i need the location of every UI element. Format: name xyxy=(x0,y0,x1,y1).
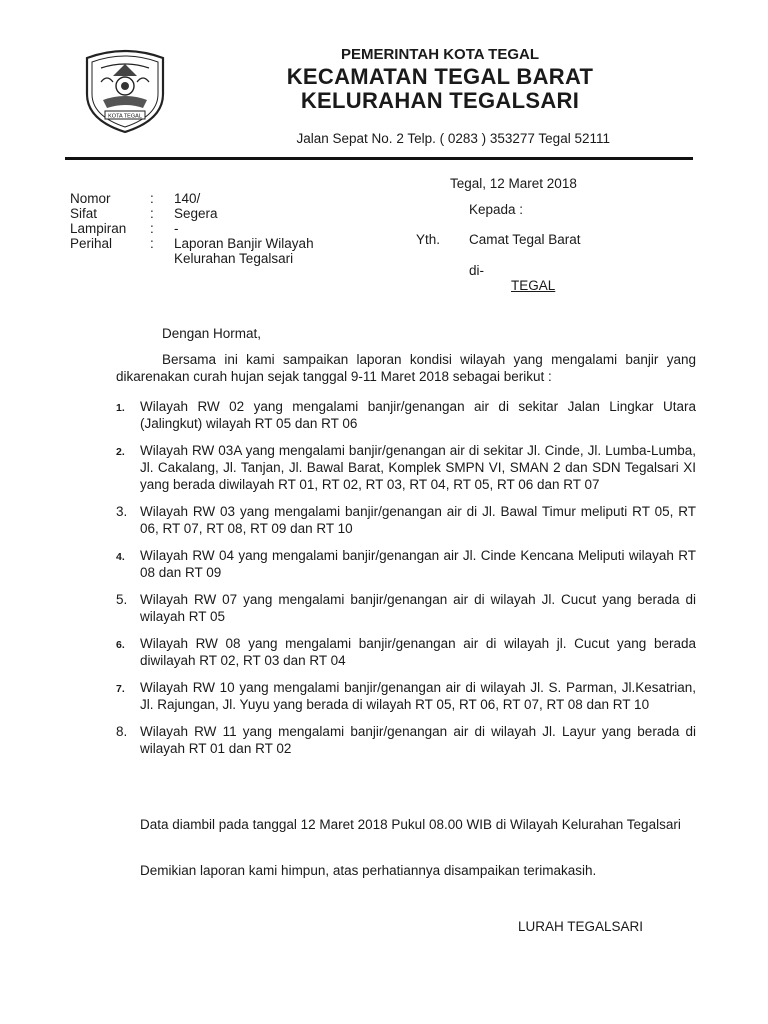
item-text: Wilayah RW 02 yang mengalami banjir/genangan air di sekitar Jalan Lingkar Utara (Jalingkut) wilayah RT 05 dan RT 06 xyxy=(140,399,696,431)
meta-row-sifat xyxy=(70,206,354,221)
signature-title: LURAH TEGALSARI xyxy=(518,919,644,934)
meta-label: Lampiran xyxy=(70,221,127,236)
list-item xyxy=(116,398,696,432)
closing-paragraph: Demikian laporan kami himpun, atas perhatiannya disampaikan terimakasih. xyxy=(140,863,597,878)
salutation: Dengan Hormat, xyxy=(162,326,262,341)
recipient-name: Camat Tegal Barat xyxy=(469,232,581,247)
item-text: Wilayah RW 07 yang mengalami banjir/genangan air di wilayah Jl. Cucut yang berada di wilayah RT 05 xyxy=(140,592,696,624)
meta-row-nomor xyxy=(70,191,354,206)
letter-date: Tegal, 12 Maret 2018 xyxy=(450,176,577,191)
item-number: 2. xyxy=(116,446,125,458)
header-district: KECAMATAN TEGAL BARAT xyxy=(286,64,594,89)
item-text: Wilayah RW 03 yang mengalami banjir/genangan air di Jl. Bawal Timur meliputi RT 05, RT 06, RT 07, RT 08, RT 09 dan RT 10 xyxy=(140,504,696,536)
meta-value: Kelurahan Tegalsari xyxy=(174,251,294,266)
meta-row-lampiran xyxy=(70,221,354,236)
item-number: 3. xyxy=(116,504,128,519)
meta-value: Laporan Banjir Wilayah xyxy=(174,236,314,251)
meta-colon: : xyxy=(150,191,154,206)
item-number: 6. xyxy=(116,639,125,651)
intro-paragraph: Bersama ini kami sampaikan laporan kondisi wilayah yang mengalami banjir yang dikarenakan curah hujan sejak tanggal 9-11 Maret 2018 sebagai berikut : xyxy=(116,352,696,384)
header-address: Jalan Sepat No. 2 Telp. ( 0283 ) 353277 Tegal 52111 xyxy=(296,131,610,146)
meta-row-perihal xyxy=(70,236,354,251)
meta-label: Nomor xyxy=(70,191,111,206)
item-number: 8. xyxy=(116,724,128,739)
meta-label: Perihal xyxy=(70,236,113,251)
meta-label: Sifat xyxy=(70,206,98,221)
item-number: 4. xyxy=(116,551,125,563)
list-item xyxy=(116,591,696,625)
letter-meta xyxy=(70,191,354,266)
header-village: KELURAHAN TEGALSARI xyxy=(300,88,580,113)
item-number: 5. xyxy=(116,592,128,607)
recipient-place: TEGAL xyxy=(511,278,556,293)
item-text: Wilayah RW 08 yang mengalami banjir/genangan air di wilayah jl. Cucut yang berada diwilayah RT 02, RT 03 dan RT 04 xyxy=(140,636,696,668)
item-text: Wilayah RW 04 yang mengalami banjir/genangan air Jl. Cinde Kencana Meliputi wilayah RT 08 dan RT 09 xyxy=(140,548,696,580)
header-divider xyxy=(65,157,693,160)
report-list xyxy=(116,398,696,767)
list-item xyxy=(116,547,696,581)
meta-value: - xyxy=(174,221,179,236)
list-item xyxy=(116,635,696,669)
recipient-yth: Yth. xyxy=(416,232,441,247)
svg-text:KOTA TEGAL: KOTA TEGAL xyxy=(108,113,142,120)
meta-value: 140/ xyxy=(174,191,201,206)
recipient-kepada: Kepada : xyxy=(469,202,524,217)
list-item xyxy=(116,723,696,757)
meta-colon: : xyxy=(150,236,154,251)
city-seal-logo xyxy=(79,48,171,134)
meta-row-perihal-cont xyxy=(70,251,354,266)
item-text: Wilayah RW 03A yang mengalami banjir/genangan air di sekitar Jl. Cinde, Jl. Lumba-Lumba, Jl. Cakalang, Jl. Tanjan, Jl. Bawal Barat, Komplek SMPN VI, SMAN 2 dan SDN Tegalsari XI yang berada diwilayah RT 01, RT 02, RT 03, RT 04, RT 05, RT 06 dan RT 07 xyxy=(140,443,696,492)
meta-colon xyxy=(150,251,174,266)
meta-value: Segera xyxy=(174,206,218,221)
data-note: Data diambil pada tanggal 12 Maret 2018 Pukul 08.00 WIB di Wilayah Kelurahan Tegalsari xyxy=(140,817,681,832)
recipient-di: di- xyxy=(469,263,485,278)
item-text: Wilayah RW 11 yang mengalami banjir/genangan air di wilayah Jl. Layur yang berada di wilayah RT 01 dan RT 02 xyxy=(140,724,696,756)
list-item xyxy=(116,503,696,537)
list-item xyxy=(116,442,696,493)
meta-colon: : xyxy=(150,221,154,236)
meta-label xyxy=(70,251,150,266)
meta-colon: : xyxy=(150,206,154,221)
header-government: PEMERINTAH KOTA TEGAL xyxy=(340,46,540,63)
item-number: 7. xyxy=(116,683,125,695)
list-item xyxy=(116,679,696,713)
item-text: Wilayah RW 10 yang mengalami banjir/genangan air di wilayah Jl. S. Parman, Jl.Kesatrian, Jl. Rajungan, Jl. Yuyu yang berada di wilayah RT 05, RT 06, RT 07, RT 08 dan RT 10 xyxy=(140,680,696,712)
item-number: 1. xyxy=(116,402,125,414)
